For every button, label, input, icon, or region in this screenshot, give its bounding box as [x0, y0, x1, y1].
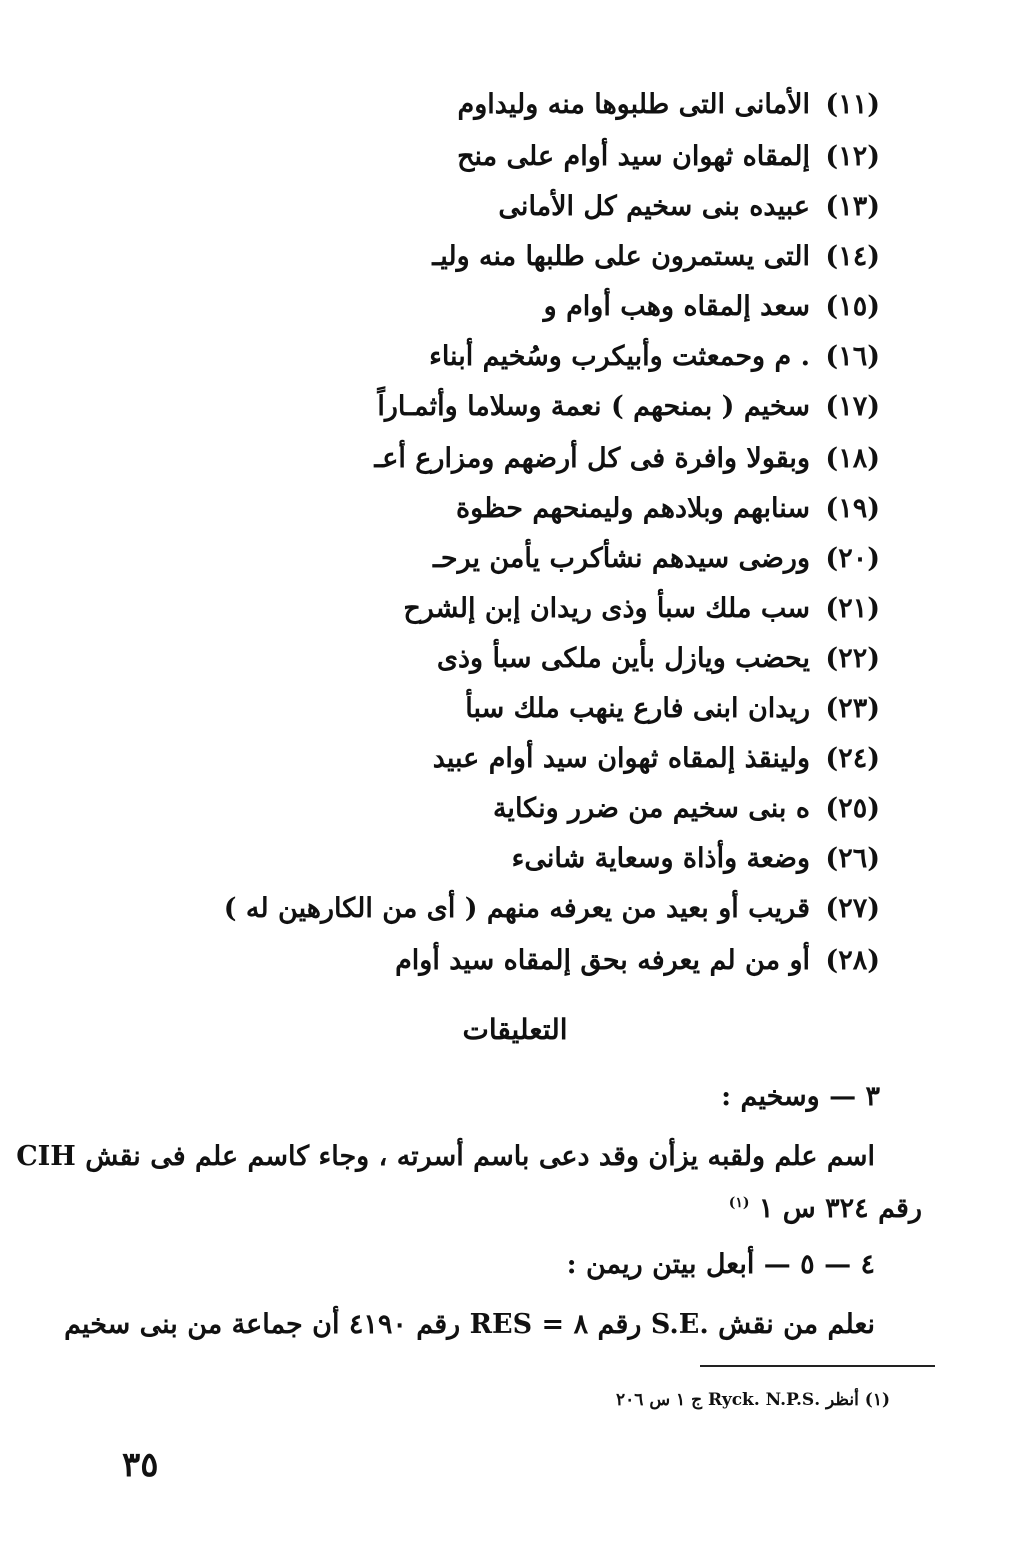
line-number: (١٤) — [825, 241, 880, 272]
inscription-line — [433, 739, 880, 779]
line-number: (٢٦) — [825, 843, 880, 874]
note-3-heading: ٣ — وسخيم : — [721, 1081, 880, 1112]
line-number: (٢٧) — [825, 893, 880, 924]
line-text: وضعة وأذاة وسعاية شانىء — [511, 843, 810, 874]
line-number: (٢١) — [825, 593, 880, 624]
line-text: الأمانى التى طلبوها منه وليداوم — [457, 89, 810, 120]
line-number: (٢٨) — [825, 945, 880, 976]
line-text: سخيم ( بمنحهم ) نعمة وسلاما وأثمـاراً — [377, 391, 810, 422]
inscription-line — [224, 889, 880, 929]
inscription-line — [432, 237, 880, 277]
inscription-line — [456, 489, 880, 529]
inscription-line — [493, 789, 880, 829]
line-text: إلمقاه ثهوان سيد أوام على منح — [457, 141, 810, 172]
line-text: ورضى سيدهم نشأكرب يأمن يرحـ — [432, 543, 810, 574]
inscription-line — [457, 137, 880, 177]
inscription-line — [374, 439, 880, 479]
line-text: ولينقذ إلمقاه ثهوان سيد أوام عبيد — [432, 743, 810, 774]
line-number: (٢٢) — [825, 643, 880, 674]
line-number: (١٢) — [825, 141, 880, 172]
footnote-divider — [700, 1365, 935, 1367]
inscription-line — [377, 387, 880, 427]
note-4-heading: ٤ — ٥ — أبعل بيتن ريمن : — [566, 1249, 875, 1280]
note-3-line-2 — [729, 1183, 922, 1229]
line-text: عبيده بنى سخيم كل الأمانى — [498, 191, 810, 222]
line-text: التى يستمرون على طلبها منه وليـ — [432, 241, 810, 272]
line-number: (٢٣) — [825, 693, 880, 724]
note-3-line-2-text: رقم ٣٢٤ س ١ — [758, 1193, 922, 1224]
line-number: (١٧) — [825, 391, 880, 422]
line-number: (٢٥) — [825, 793, 880, 824]
line-text: ريدان ابنى فارع ينهب ملك سبأ — [465, 693, 810, 724]
line-text: . م وحمعثت وأبيكرب وسُخيم أبناء — [429, 341, 810, 372]
inscription-line — [544, 287, 880, 327]
line-text: سب ملك سبأ وذى ريدان إبن إلشرح — [403, 593, 810, 624]
line-number: (٢٠) — [825, 543, 880, 574]
line-number: (١٦) — [825, 341, 880, 372]
inscription-line — [465, 689, 880, 729]
line-number: (١١) — [825, 89, 880, 120]
inscription-line — [429, 337, 880, 377]
inscription-line — [395, 941, 880, 981]
inscription-line — [512, 839, 880, 879]
note-3-line-1: اسم علم ولقبه يزأن وقد دعى باسم أسرته ، وجاء كاسم علم فى نقش CIH — [16, 1141, 875, 1172]
line-number: (١٩) — [825, 493, 880, 524]
inscription-line — [437, 639, 880, 679]
inscription-line — [433, 539, 880, 579]
commentary-title: التعليقات — [462, 1013, 568, 1046]
line-number: (١٨) — [825, 443, 880, 474]
line-text: سنابهم وبلادهم وليمنحهم حظوة — [456, 493, 810, 524]
line-text: ه بنى سخيم من ضرر ونكاية — [492, 793, 810, 824]
line-number: (٢٤) — [825, 743, 880, 774]
line-number: (١٣) — [825, 191, 880, 222]
footnote-ref[interactable]: (١) — [728, 1195, 750, 1211]
inscription-line — [403, 589, 880, 629]
line-text: وبقولا وافرة فى كل أرضهم ومزارع أعـ — [374, 443, 810, 474]
footnote: (١) أنظر .Ryck. N.P.S ج ١ س ٢٠٦ — [616, 1390, 890, 1410]
note-4-line-1: نعلم من نقش .S.E رقم ٨ = RES رقم ٤١٩٠ أن جماعة من بنى سخيم — [64, 1309, 875, 1340]
line-text: سعد إلمقاه وهب أوام و — [543, 291, 810, 322]
line-number: (١٥) — [825, 291, 880, 322]
page-number: ٣٥ — [122, 1445, 159, 1485]
line-text: قريب أو بعيد من يعرفه منهم ( أى من الكارهين له ) — [223, 893, 810, 924]
line-text: أو من لم يعرفه بحق إلمقاه سيد أوام — [395, 945, 810, 976]
inscription-line — [457, 85, 880, 125]
line-text: يحضب ويازل بأين ملكى سبأ وذى — [436, 643, 810, 674]
inscription-line — [498, 187, 880, 227]
